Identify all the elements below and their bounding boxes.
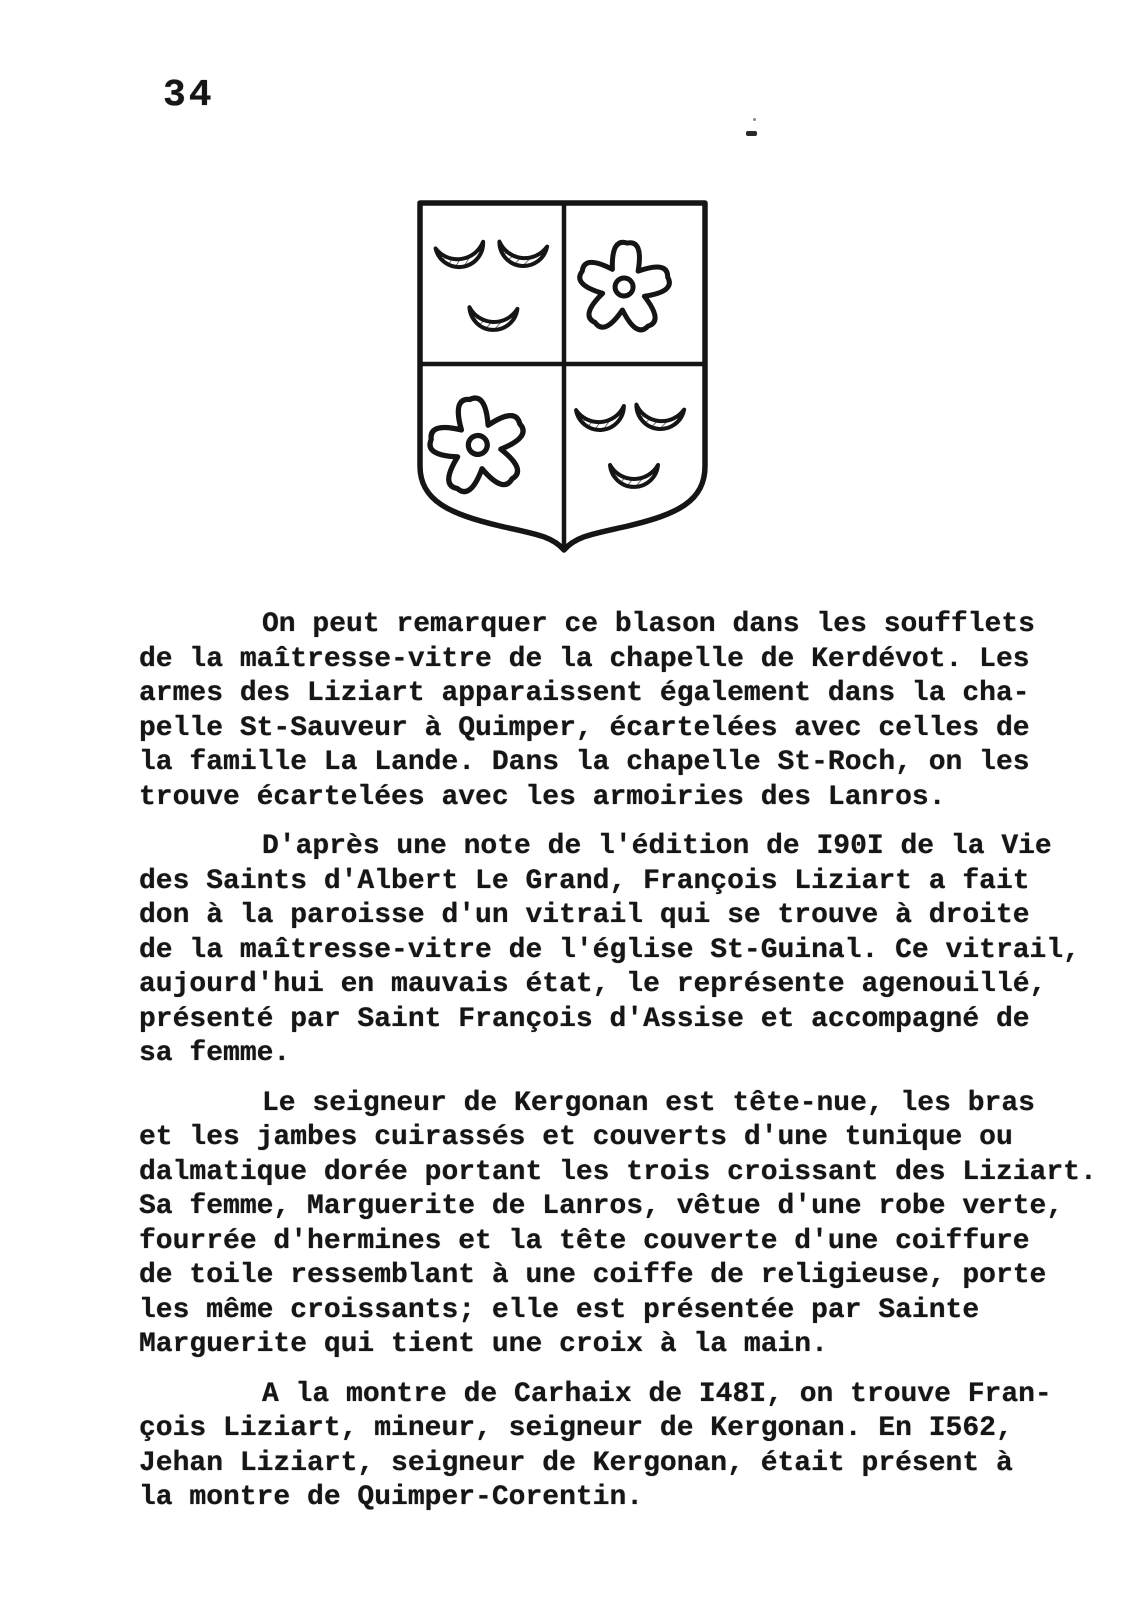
text-line: la montre de Quimper-Corentin. <box>139 1482 644 1513</box>
text-line: Marguerite qui tient une croix à la main. <box>139 1329 828 1360</box>
text-line: de la maîtresse-vitre de la chapelle de Kerdévot. Les <box>139 643 1030 675</box>
paragraph-2 <box>139 830 1132 1072</box>
coat-of-arms-figure <box>398 196 718 568</box>
text-line: don à la paroisse d'un vitrail qui se trouve à droite <box>139 900 1030 931</box>
text-line: armes des Liziart apparaissent également dans la cha- <box>139 678 1030 709</box>
text-line: des Saints d'Albert Le Grand, François Liziart a fait <box>139 865 1030 897</box>
text-line: D'après une note de l'édition de I90I de la Vie <box>262 831 1052 862</box>
text-line: de toile ressemblant à une coiffe de religieuse, porte <box>139 1260 1047 1291</box>
text-line: Jehan Liziart, seigneur de Kergonan, était présent à <box>139 1447 1013 1479</box>
text-line: Sa femme, Marguerite de Lanros, vêtue d'une robe verte, <box>139 1191 1064 1222</box>
text-line: dalmatique dorée portant les trois croissant des Liziart. <box>139 1156 1097 1188</box>
text-line: présenté par Saint François d'Assise et accompagné de <box>139 1003 1030 1035</box>
text-line: Le seigneur de Kergonan est tête-nue, les bras <box>262 1087 1035 1119</box>
page-number: 34 <box>163 74 215 117</box>
paragraph-3 <box>139 1087 1132 1363</box>
text-line: de la maîtresse-vitre de l'église St-Guinal. Ce vitrail, <box>139 934 1080 966</box>
shield-drawing <box>398 196 718 568</box>
text-line: fourrée d'hermines et la tête couverte d'une coiffure <box>139 1225 1030 1257</box>
text-line: les même croissants; elle est présentée par Sainte <box>139 1294 980 1326</box>
paragraph-1 <box>139 608 1132 815</box>
body-text <box>139 608 1132 1516</box>
scan-speck <box>753 118 756 121</box>
text-line: pelle St-Sauveur à Quimper, écartelées avec celles de <box>139 712 1030 744</box>
scan-speck <box>746 131 757 136</box>
text-line: la famille La Lande. Dans la chapelle St-Roch, on les <box>139 747 1030 778</box>
text-line: aujourd'hui en mauvais état, le représente agenouillé, <box>139 969 1047 1000</box>
text-line: trouve écartelées avec les armoiries des Lanros. <box>139 781 946 813</box>
text-line: sa femme. <box>139 1038 291 1069</box>
paragraph-4 <box>139 1378 1132 1516</box>
text-line: et les jambes cuirassés et couverts d'une tunique ou <box>139 1122 1013 1153</box>
text-line: On peut remarquer ce blason dans les soufflets <box>262 609 1035 640</box>
text-line: çois Liziart, mineur, seigneur de Kergonan. En I562, <box>139 1413 1013 1444</box>
text-line: A la montre de Carhaix de I48I, on trouve Fran- <box>262 1378 1052 1410</box>
